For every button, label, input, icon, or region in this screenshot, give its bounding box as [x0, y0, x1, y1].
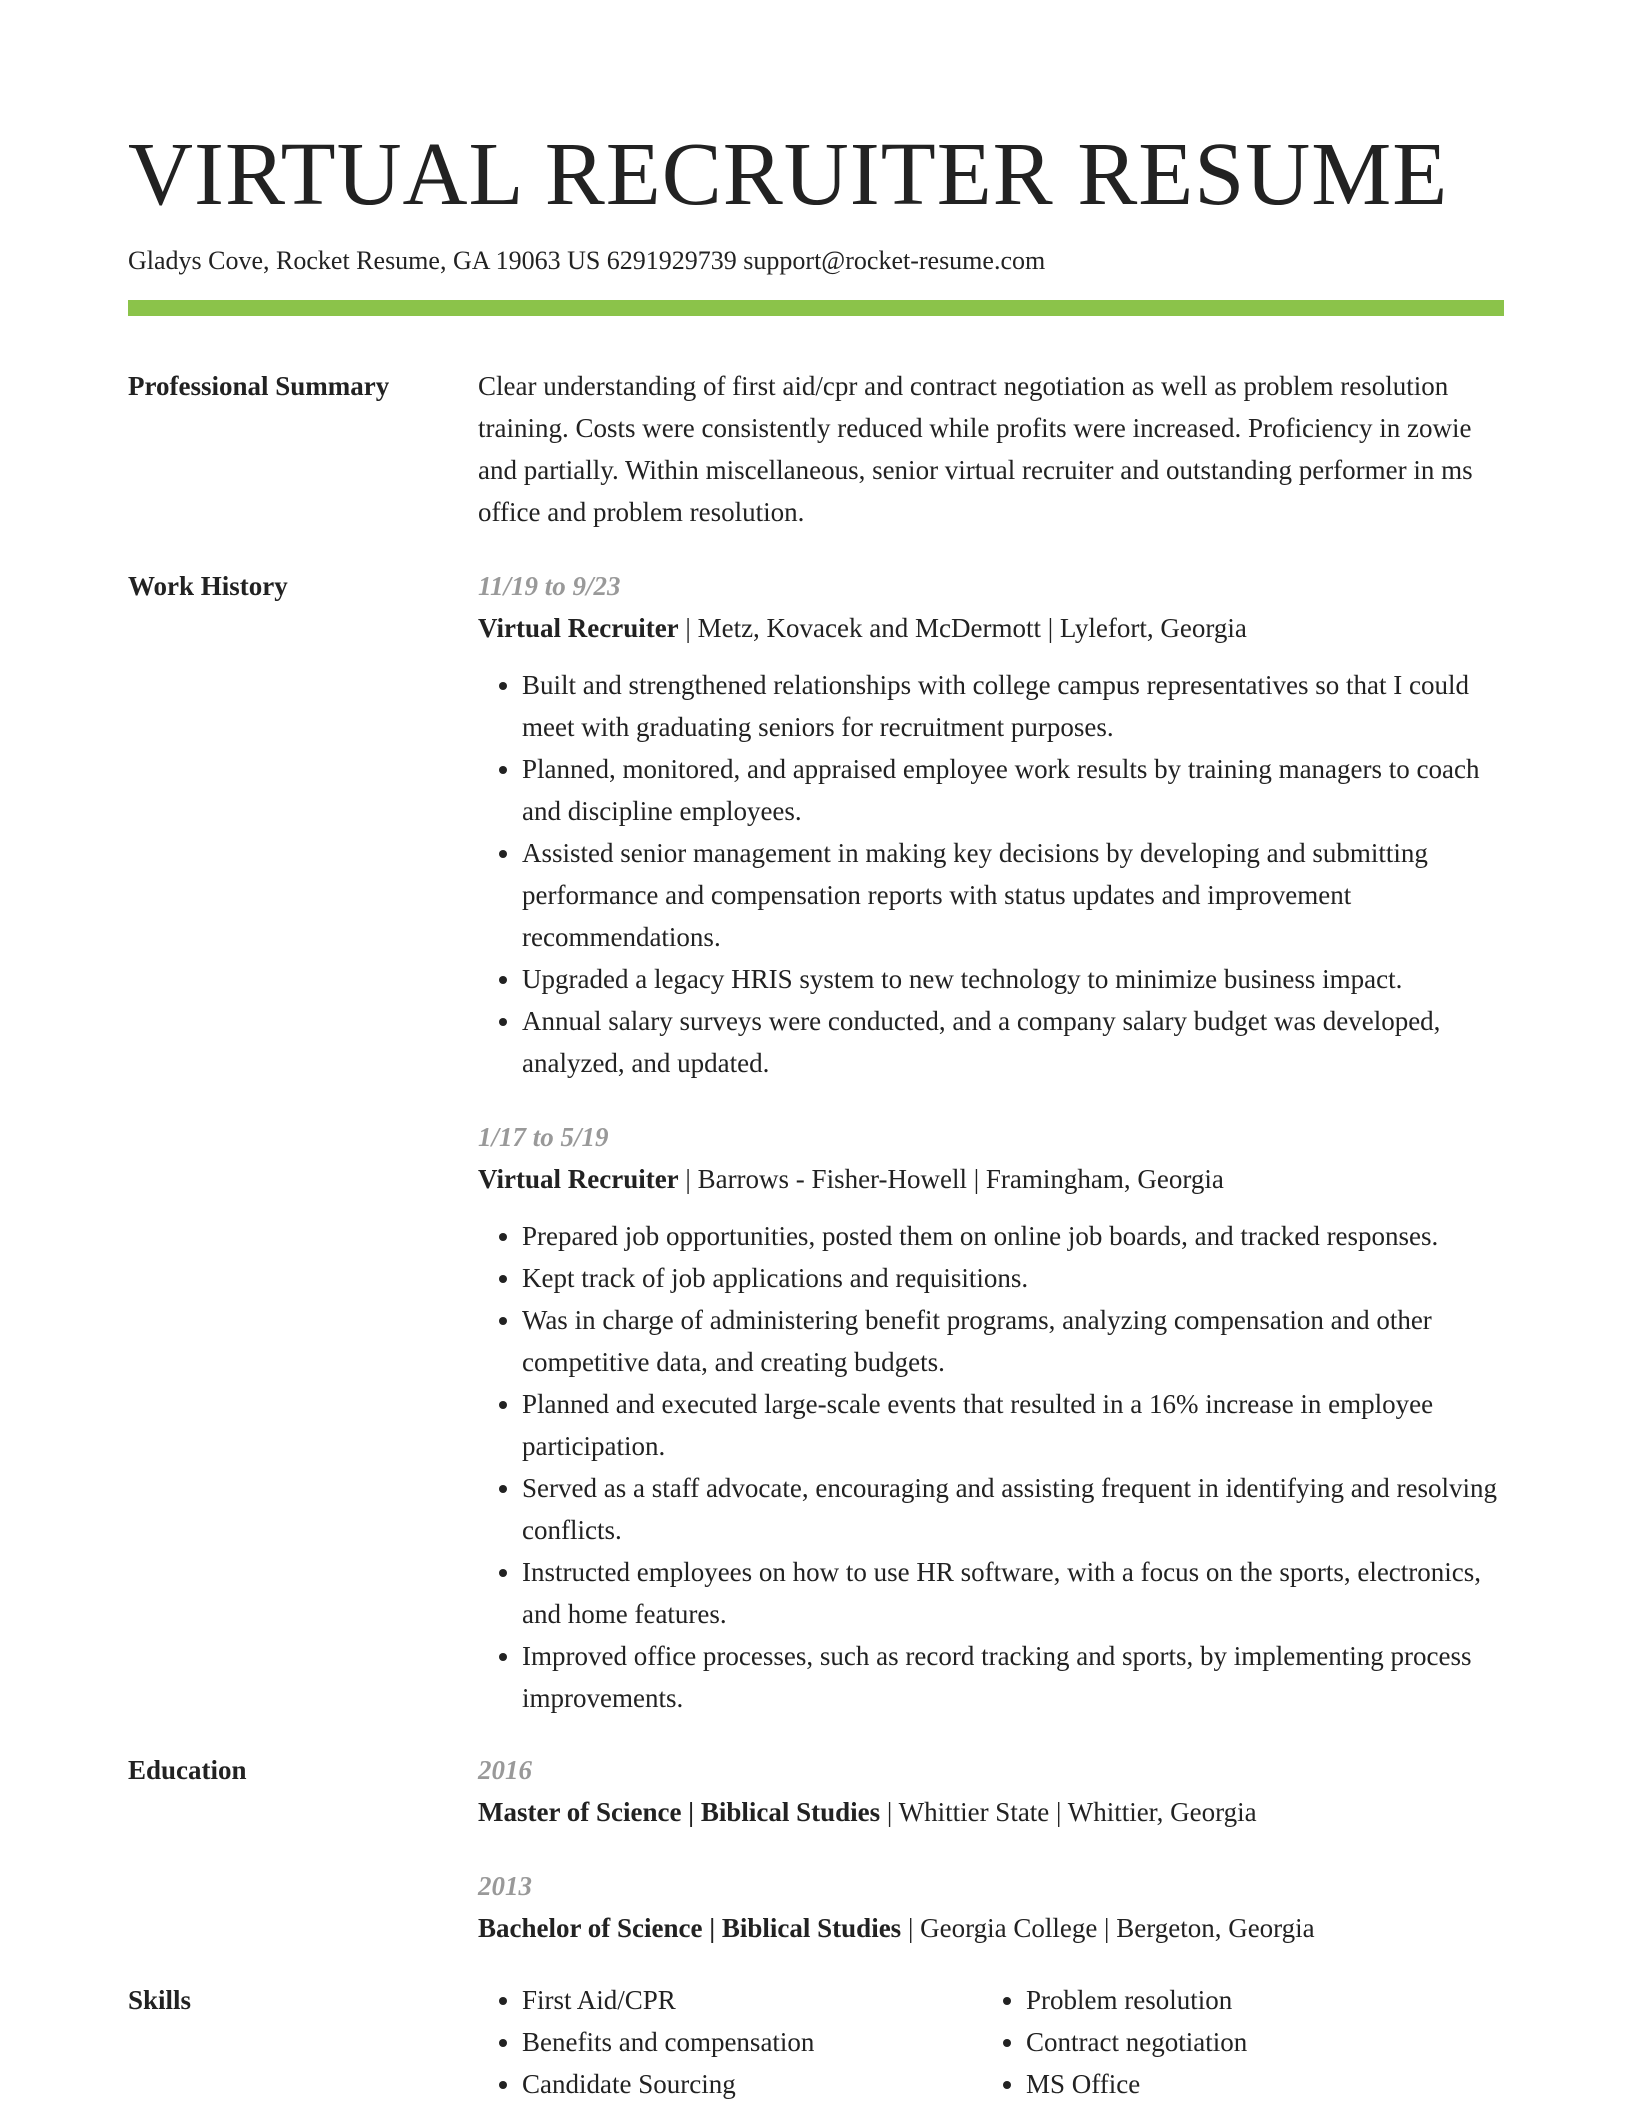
list-item: • Served as a staff advocate, encouraging and assisting frequent in identifying and resolving conflicts. [522, 1467, 1504, 1551]
skills-list-left [478, 1979, 982, 2105]
job-dates: 11/19 to 9/23 [478, 570, 621, 601]
list-item: • Upgraded a legacy HRIS system to new technology to minimize business impact. [522, 958, 1504, 1000]
list-item: • Built and strengthened relationships with college campus representatives so that I could meet with graduating seniors for recruitment purposes. [522, 664, 1504, 748]
list-item: • Assisted senior management in making key decisions by developing and submitting performance and compensation reports with status updates and improvement recommendations. [522, 832, 1504, 958]
section-label: Work History [128, 570, 288, 601]
job-heading [478, 1158, 1504, 1200]
list-item: • Candidate Sourcing [522, 2063, 982, 2105]
list-item: • MS Office [1026, 2063, 1486, 2105]
job-heading [478, 607, 1504, 649]
education-heading [478, 1791, 1504, 1833]
job-title: Virtual Recruiter [478, 1163, 679, 1194]
degree: Bachelor of Science | Biblical Studies [478, 1912, 902, 1943]
education-year: 2013 [478, 1870, 532, 1901]
summary-text: Clear understanding of first aid/cpr and contract negotiation as well as problem resolution training. Costs were consistently reduced while profits were increased. Proficiency in zowie and partially. Within miscellaneous, senior virtual recruiter and outstanding performer in ms office and problem resolution. [478, 370, 1473, 527]
job-bullets [478, 664, 1504, 1084]
list-item: • Annual salary surveys were conducted, and a company salary budget was developed, analyzed, and updated. [522, 1000, 1504, 1084]
work-history-section [128, 565, 1504, 1719]
skills-section [128, 1979, 1504, 2105]
list-item: • First Aid/CPR [522, 1979, 982, 2021]
education-entry [478, 1749, 1504, 1833]
section-label: Skills [128, 1984, 192, 2015]
degree: Master of Science | Biblical Studies [478, 1796, 881, 1827]
list-item: • Was in charge of administering benefit programs, analyzing compensation and other competitive data, and creating budgets. [522, 1299, 1504, 1383]
list-item: • Benefits and compensation [522, 2021, 982, 2063]
skills-list-right [982, 1979, 1486, 2105]
section-label: Professional Summary [128, 370, 390, 401]
contact-info: Gladys Cove, Rocket Resume, GA 19063 US 6291929739 support@rocket-resume.com [128, 246, 1046, 275]
list-item: • Planned, monitored, and appraised employee work results by training managers to coach and discipline employees. [522, 748, 1504, 832]
skills-body [478, 1979, 1504, 2105]
education-details: | Georgia College | Bergeton, Georgia [901, 1912, 1315, 1943]
list-item: • Contract negotiation [1026, 2021, 1486, 2063]
summary-section [128, 365, 1504, 533]
job-details: | Metz, Kovacek and McDermott | Lylefort, Georgia [678, 612, 1247, 643]
education-body [478, 1749, 1504, 1949]
education-details: | Whittier State | Whittier, Georgia [880, 1796, 1257, 1827]
list-item: • Planned and executed large-scale events that resulted in a 16% increase in employee participation. [522, 1383, 1504, 1467]
job-entry [478, 1116, 1504, 1719]
list-item: • Improved office processes, such as record tracking and sports, by implementing process improvements. [522, 1635, 1504, 1719]
list-item: • Instructed employees on how to use HR software, with a focus on the sports, electronics, and home features. [522, 1551, 1504, 1635]
education-entry [478, 1865, 1504, 1949]
page-title: VIRTUAL RECRUITER RESUME [128, 125, 1449, 224]
list-item: • Prepared job opportunities, posted them on online job boards, and tracked responses. [522, 1215, 1504, 1257]
section-label: Education [128, 1754, 247, 1785]
list-item: • Kept track of job applications and requisitions. [522, 1257, 1504, 1299]
job-entry [478, 565, 1504, 1084]
header-divider [128, 300, 1504, 316]
education-year: 2016 [478, 1754, 532, 1785]
work-history-body [478, 565, 1504, 1719]
education-section [128, 1749, 1504, 1949]
education-heading [478, 1907, 1504, 1949]
job-dates: 1/17 to 5/19 [478, 1121, 609, 1152]
job-bullets [478, 1215, 1504, 1719]
list-item: • Problem resolution [1026, 1979, 1486, 2021]
job-details: | Barrows - Fisher-Howell | Framingham, Georgia [678, 1163, 1224, 1194]
job-title: Virtual Recruiter [478, 612, 679, 643]
